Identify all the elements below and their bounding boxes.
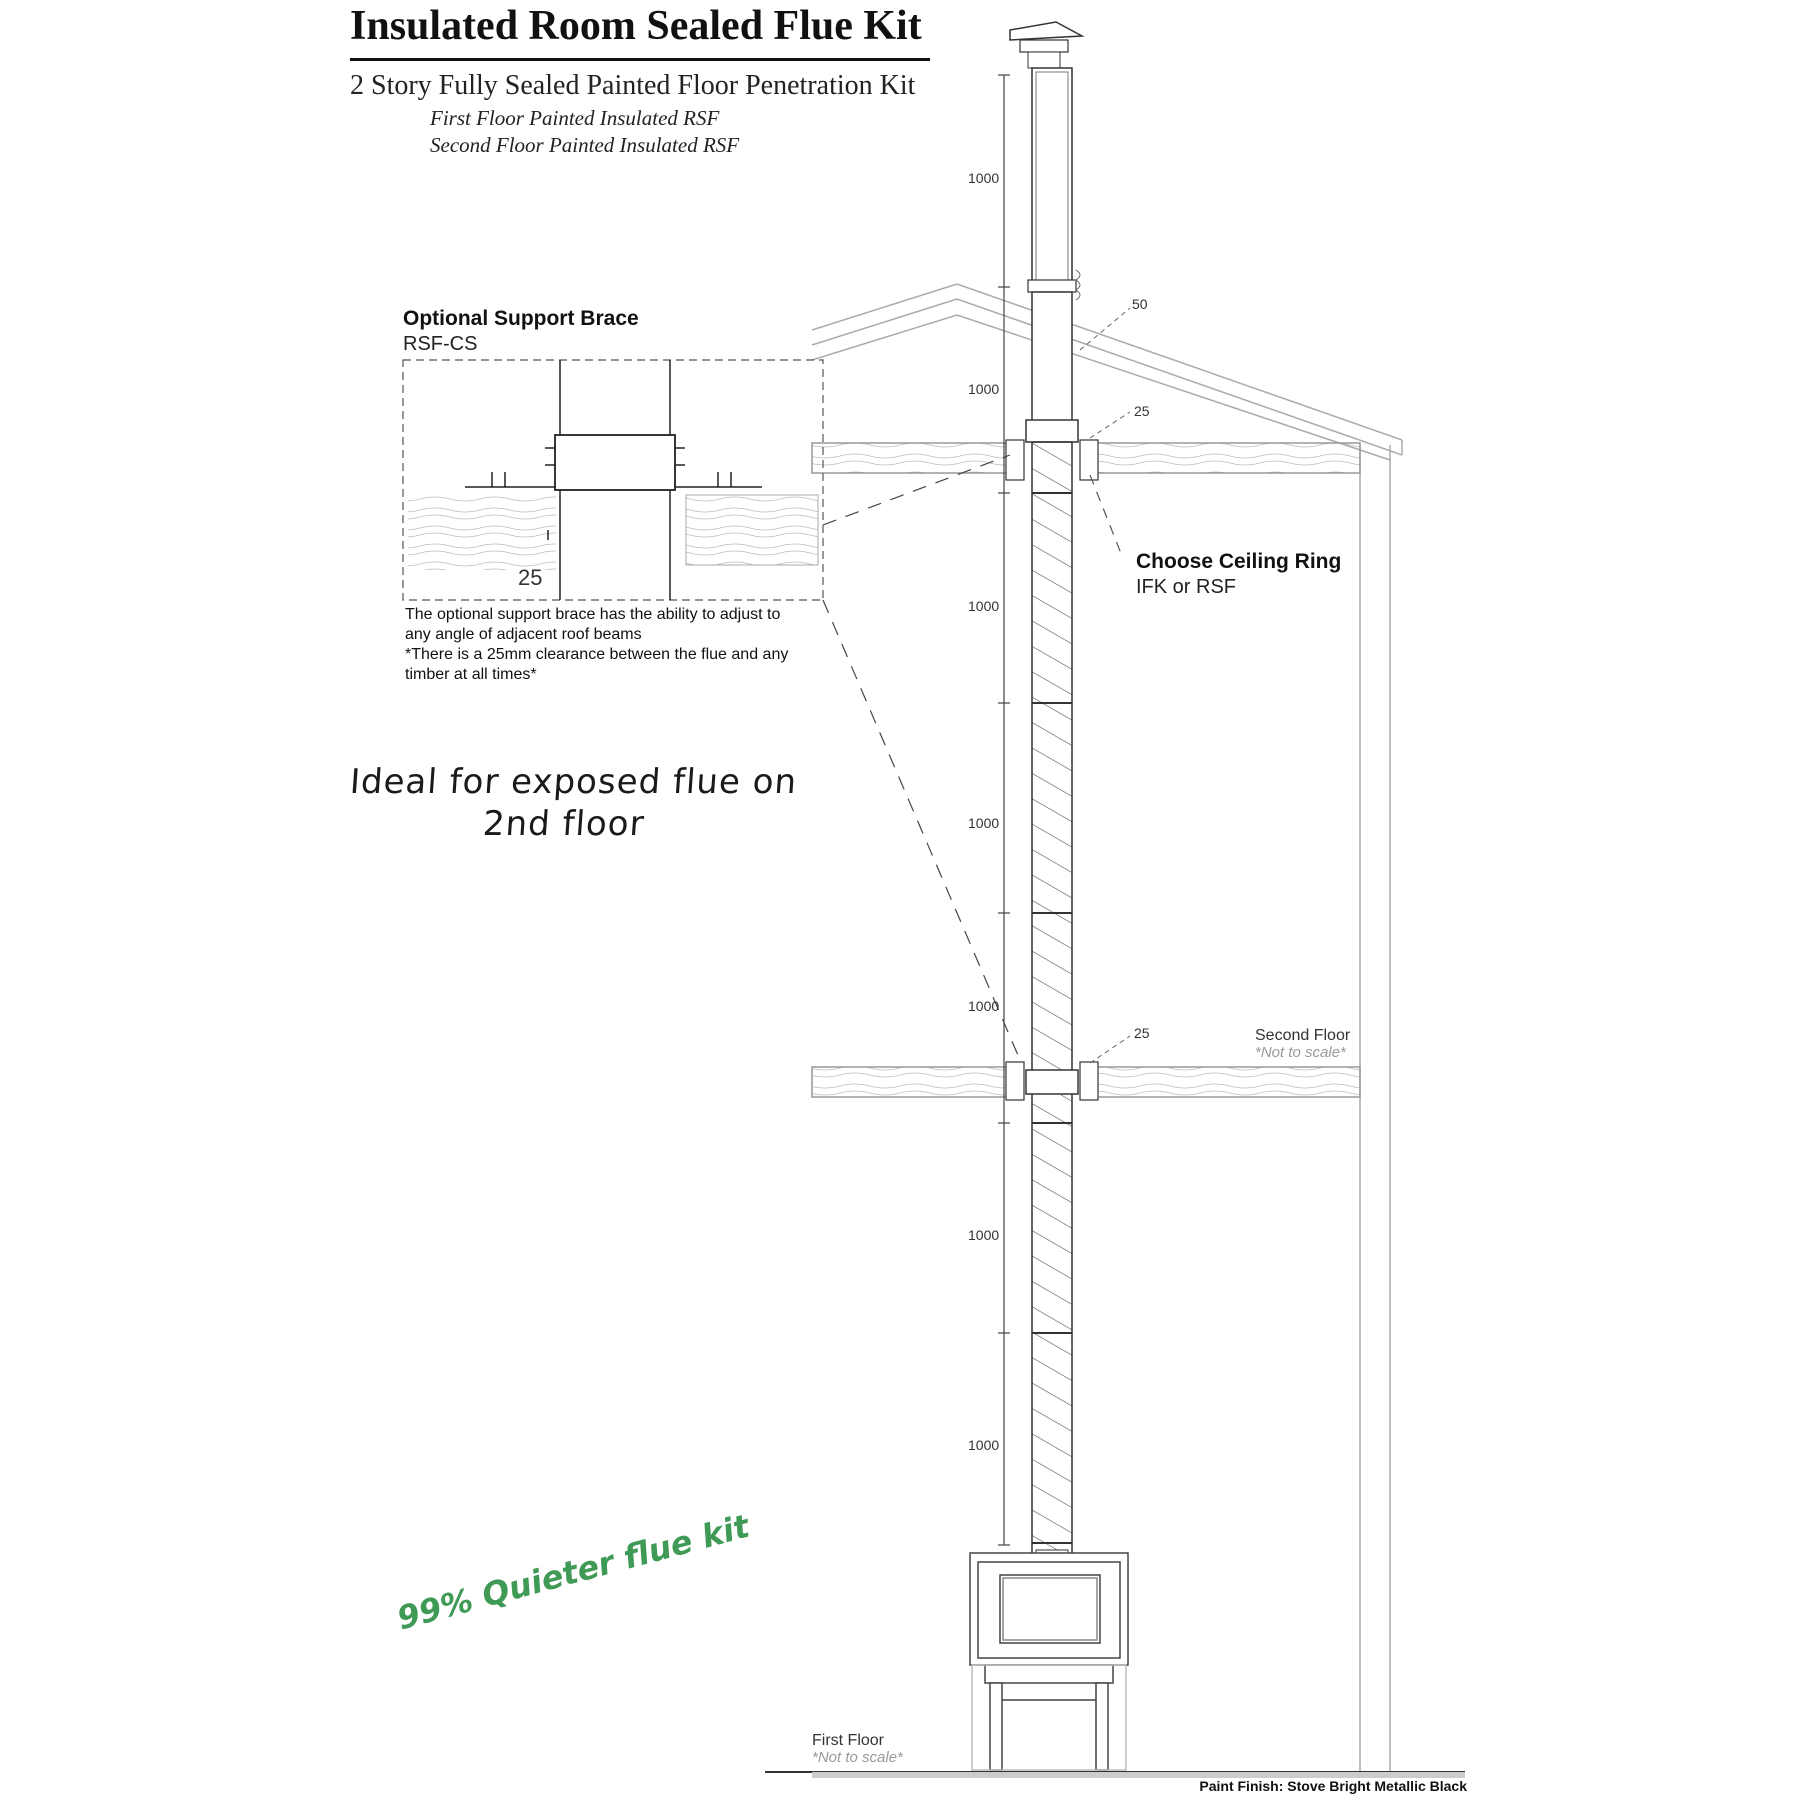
inset-callout [823,455,1020,1060]
first-floor-label: First Floor [812,1732,884,1749]
inset-note-1: The optional support brace has the ability to adjust to [405,606,781,623]
page-title: Insulated Room Sealed Flue Kit [350,3,922,49]
flue-pipe [1006,22,1098,1562]
paint-finish-note: Paint Finish: Stove Bright Metallic Black [1199,1778,1467,1794]
length-label: 1000 [968,1227,1000,1243]
ceiling-ring-leader [1090,475,1122,556]
kit-item-2: Second Floor Painted Insulated RSF [430,133,740,157]
roof [812,284,1402,460]
ceiling-ring-options: IFK or RSF [1136,576,1237,598]
length-label: 1000 [968,998,1000,1014]
walls [1360,445,1390,1772]
first-floor-note: *Not to scale* [812,1749,903,1766]
length-label: 1000 [968,598,1000,614]
kit-item-1: First Floor Painted Insulated RSF [430,106,720,130]
length-label: 1000 [968,170,1000,186]
handwritten-note-line2: 2nd floor [481,804,646,844]
ceiling-gap-label: 25 [1134,403,1150,419]
gap-leaders [1076,270,1130,1063]
roof-gap-label: 50 [1132,296,1148,312]
inset-dimension: 25 [518,565,543,590]
page-subtitle: 2 Story Fully Sealed Painted Floor Penetration Kit [350,70,916,101]
promo-text: 99% Quieter flue kit [393,1506,754,1638]
inset-detail [403,360,823,600]
floor-gap-label: 25 [1134,1025,1150,1041]
stove [970,1553,1128,1770]
inset-note-2: any angle of adjacent roof beams [405,626,642,643]
length-label: 1000 [968,1437,1000,1453]
title-underline [350,58,930,61]
handwritten-note-line1: Ideal for exposed flue on [348,762,799,802]
second-floor-label: Second Floor [1255,1027,1351,1044]
inset-note-3: *There is a 25mm clearance between the flue and any [405,646,789,663]
ceiling-ring-title: Choose Ceiling Ring [1136,550,1342,573]
dimension-line [998,75,1010,1545]
inset-note-4: timber at all times* [405,666,537,683]
length-label: 1000 [968,815,1000,831]
inset-title: Optional Support Brace [403,307,639,330]
length-label: 1000 [968,381,1000,397]
inset-code: RSF-CS [403,333,478,355]
second-floor-note: *Not to scale* [1255,1044,1346,1061]
